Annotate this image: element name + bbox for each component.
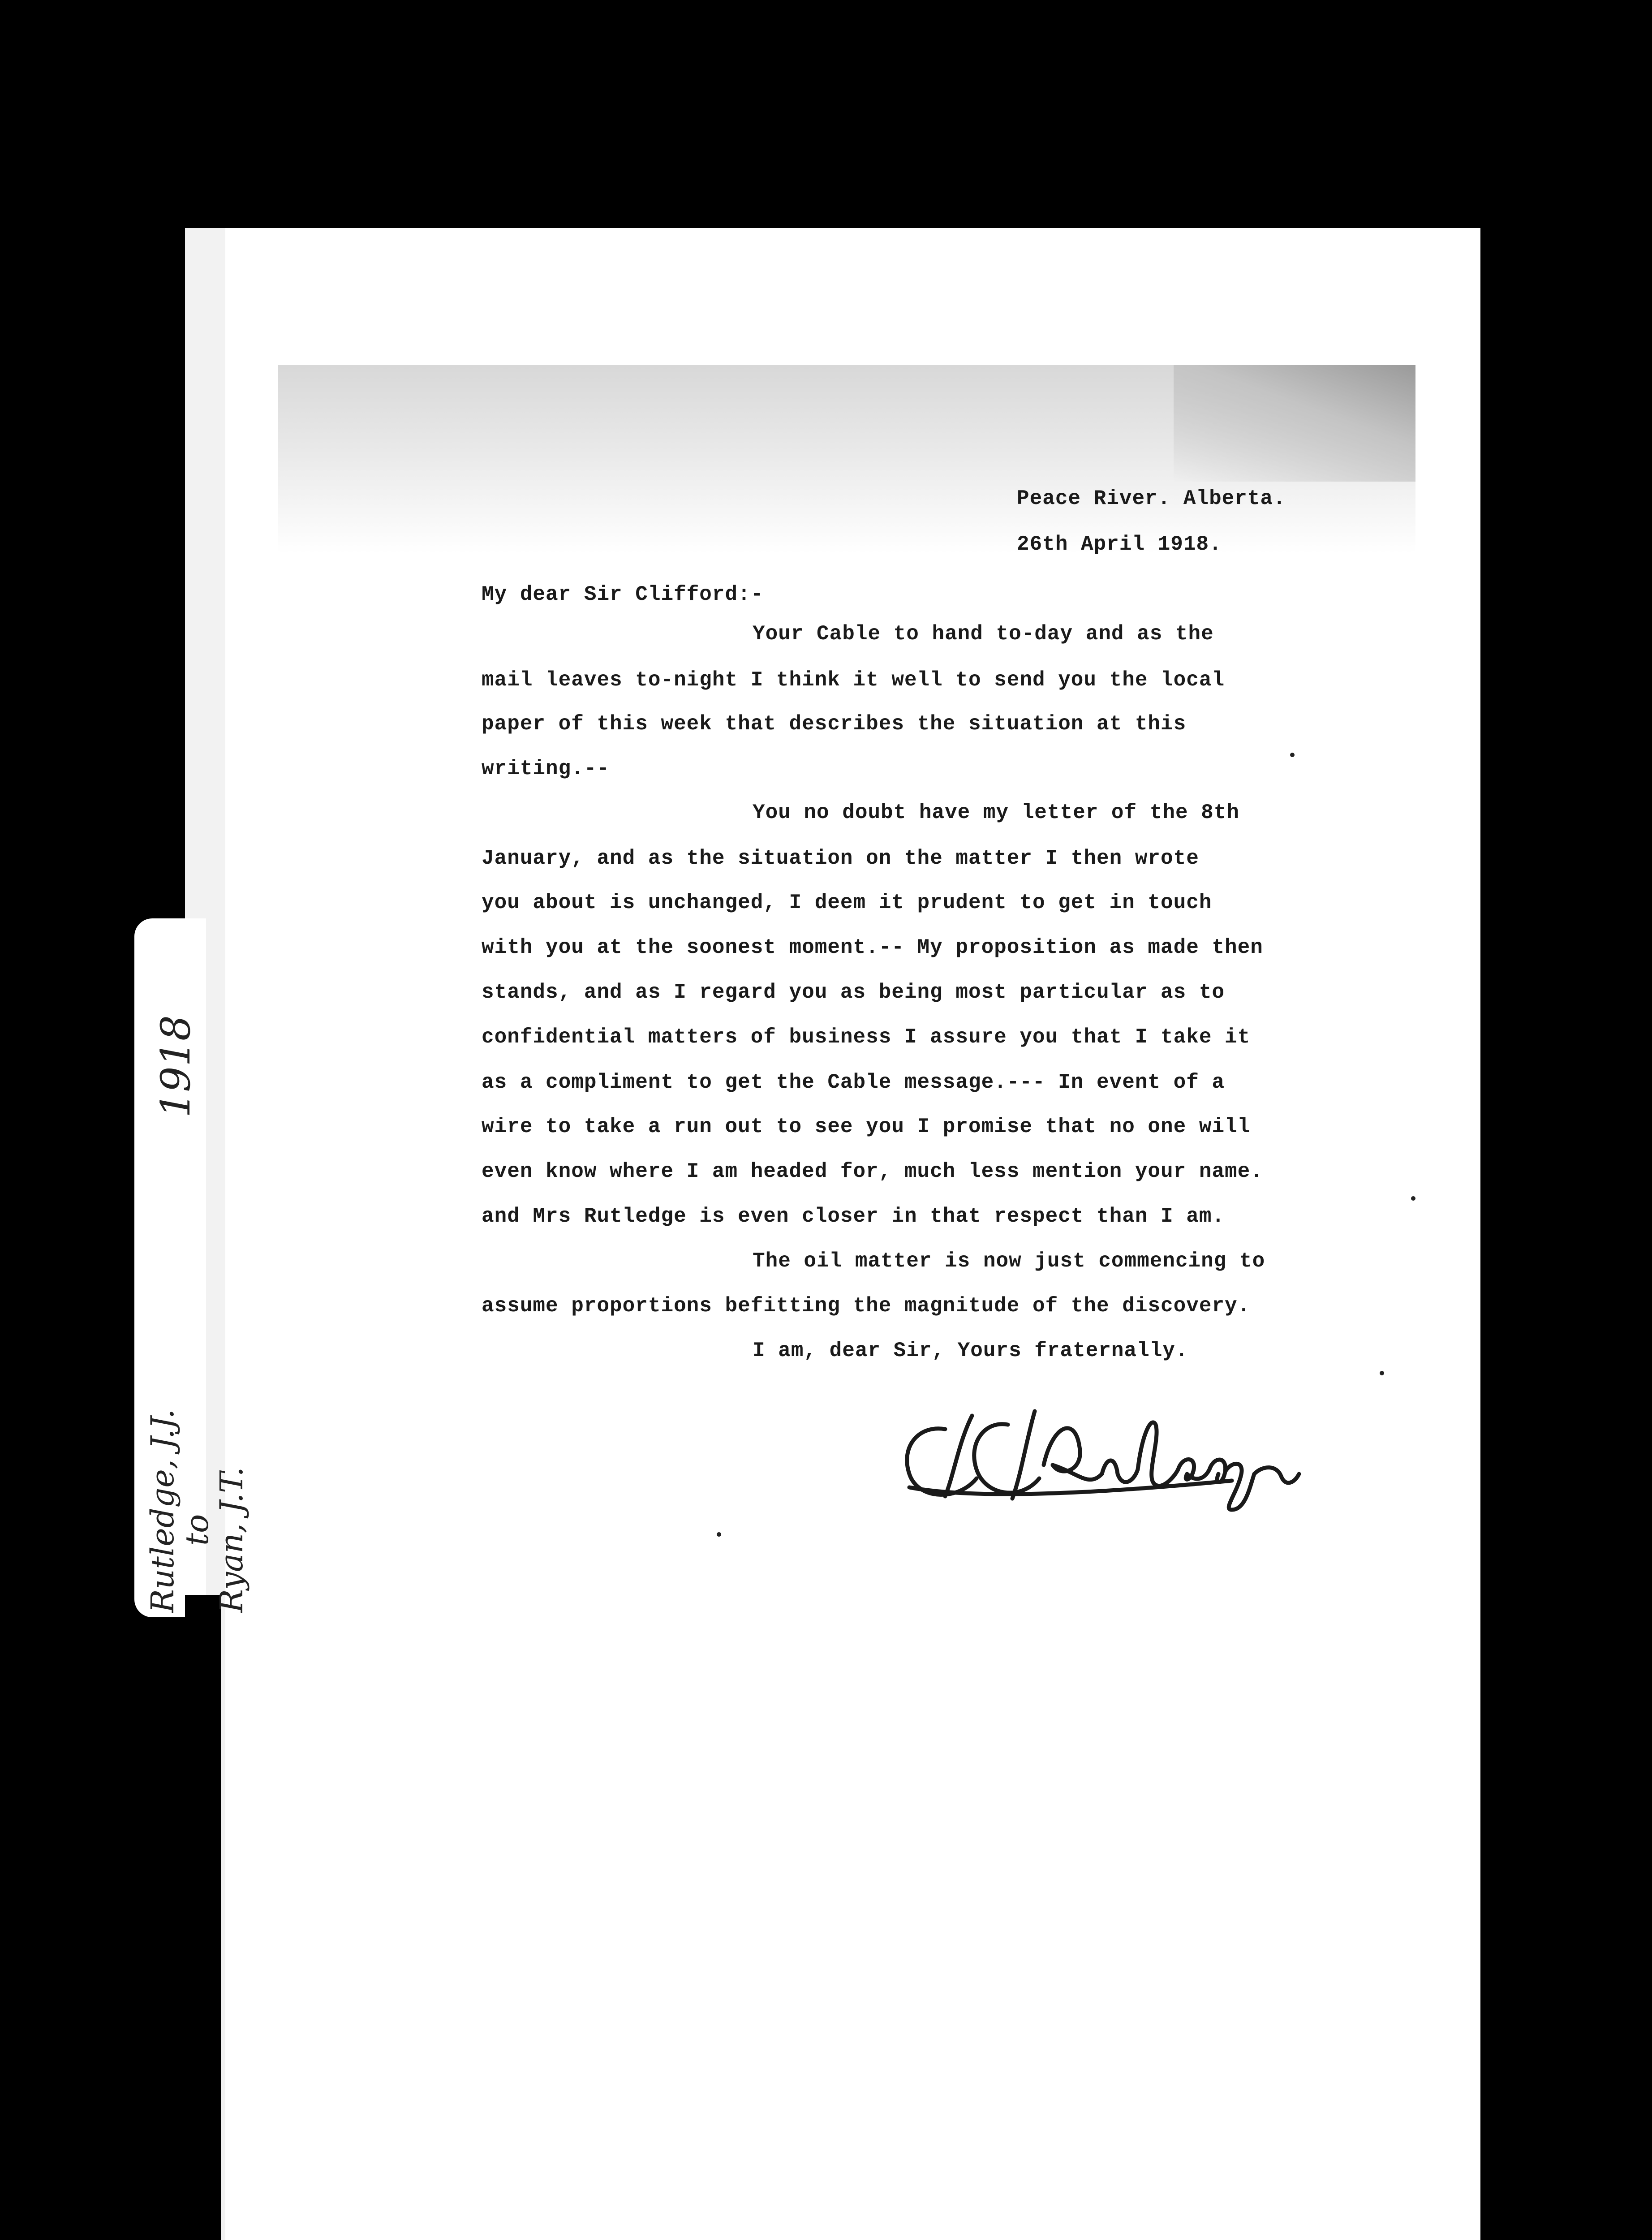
letter-line: The oil matter is now just commencing to [753, 1249, 1265, 1273]
letter-address-place: Peace River. Alberta. [1017, 487, 1286, 510]
folder-notch [185, 1595, 221, 2240]
signature [891, 1398, 1317, 1514]
letter-closing: I am, dear Sir, Yours fraternally. [753, 1339, 1188, 1362]
letter-line: wire to take a run out to see you I promise that no one will [482, 1115, 1251, 1138]
margin-note-correspondents [146, 1409, 249, 1613]
letter-line: stands, and as I regard you as being most particular as to [482, 981, 1225, 1004]
speck [1290, 753, 1295, 757]
letter-line: you about is unchanged, I deem it prudent to get in touch [482, 891, 1212, 914]
margin-note-line: Rutledge, J.J. [144, 1409, 181, 1613]
letter-address-date: 26th April 1918. [1017, 533, 1222, 556]
letter-line: even know where I am headed for, much less mention your name. [482, 1160, 1263, 1183]
margin-note-year: 1918 [152, 1015, 199, 1118]
letter-line: You no doubt have my letter of the 8th [753, 801, 1239, 824]
letter-salutation: My dear Sir Clifford:- [482, 583, 764, 606]
speck [1411, 1196, 1415, 1201]
letter-line: mail leaves to-night I think it well to send you the local [482, 668, 1225, 692]
speck [717, 1532, 721, 1537]
letter-line: and Mrs Rutledge is even closer in that respect than I am. [482, 1205, 1225, 1228]
letter-line: confidential matters of business I assure you that I take it [482, 1025, 1251, 1049]
margin-note-line: to [179, 1514, 215, 1546]
speck [1380, 1371, 1384, 1375]
letter-corner-shadow [1174, 365, 1415, 482]
letter-line: January, and as the situation on the matter I then wrote [482, 847, 1199, 870]
letter-line: Your Cable to hand to-day and as the [753, 622, 1214, 646]
letter-line: assume proportions befitting the magnitude of the discovery. [482, 1294, 1251, 1318]
letter-line: paper of this week that describes the situation at this [482, 712, 1187, 736]
margin-note-line: Ryan, J.T. [213, 1467, 250, 1613]
letter-line: with you at the soonest moment.-- My proposition as made then [482, 936, 1263, 959]
letter-line: writing.-- [482, 757, 610, 780]
letter-line: as a compliment to get the Cable message.--- In event of a [482, 1071, 1225, 1094]
